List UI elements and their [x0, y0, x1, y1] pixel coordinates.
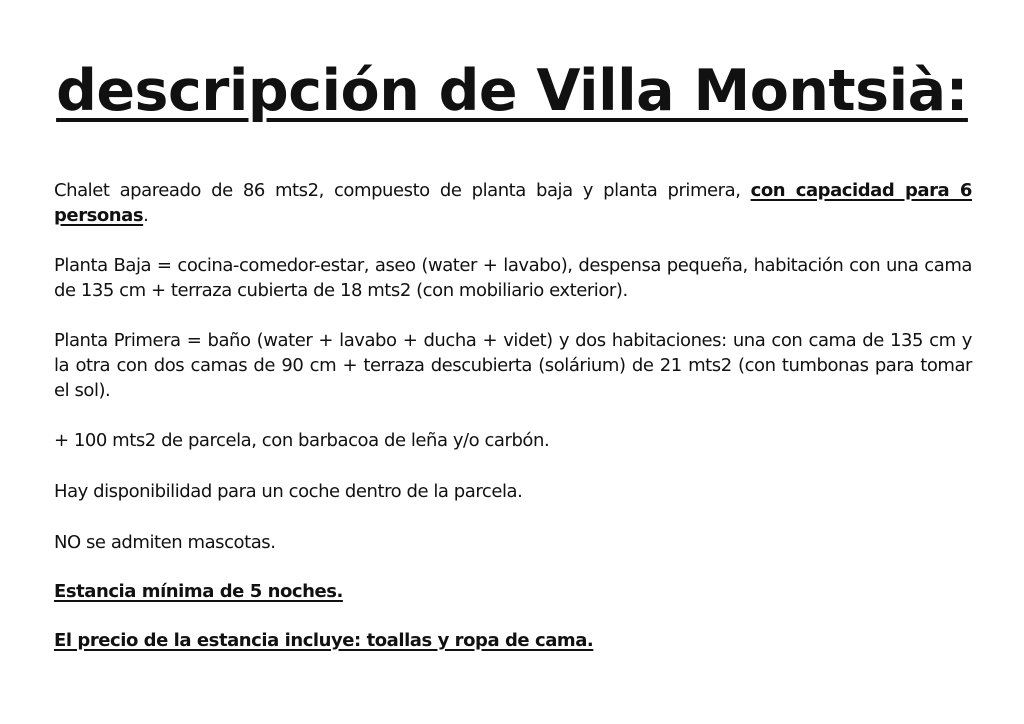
mascotas-paragraph: NO se admiten mascotas. — [54, 532, 276, 553]
estancia-paragraph — [54, 579, 972, 604]
intro-text: Chalet apareado de 86 mts2, compuesto de planta baja y planta primera, — [54, 180, 751, 201]
capacity-highlight: con capacidad para 6 personas — [54, 180, 972, 226]
precio-paragraph — [54, 628, 972, 653]
intro-end: . — [143, 205, 149, 226]
precio-incluye-text: El precio de la estancia incluye: toallas y ropa de cama. — [54, 630, 594, 651]
estancia-minima-text: Estancia mínima de 5 noches. — [54, 581, 343, 602]
intro-paragraph — [54, 178, 972, 228]
page-title: descripción de Villa Montsià: — [56, 58, 968, 124]
document-body — [54, 178, 972, 653]
parcela-paragraph: + 100 mts2 de parcela, con barbacoa de leña y/o carbón. — [54, 430, 550, 451]
planta-baja-paragraph: Planta Baja = cocina-comedor-estar, aseo (water + lavabo), despensa pequeña, habitación con una cama de 135 cm + terraza cubierta de 18 mts2 (con mobiliario exterior). — [54, 255, 972, 301]
coche-paragraph: Hay disponibilidad para un coche dentro de la parcela. — [54, 481, 523, 502]
planta-primera-paragraph: Planta Primera = baño (water + lavabo + ducha + videt) y dos habitaciones: una con cama de 135 cm y la otra con dos camas de 90 cm + terraza descubierta (solárium) de 21 mts2 (con tumbonas para tomar el sol). — [54, 330, 972, 401]
